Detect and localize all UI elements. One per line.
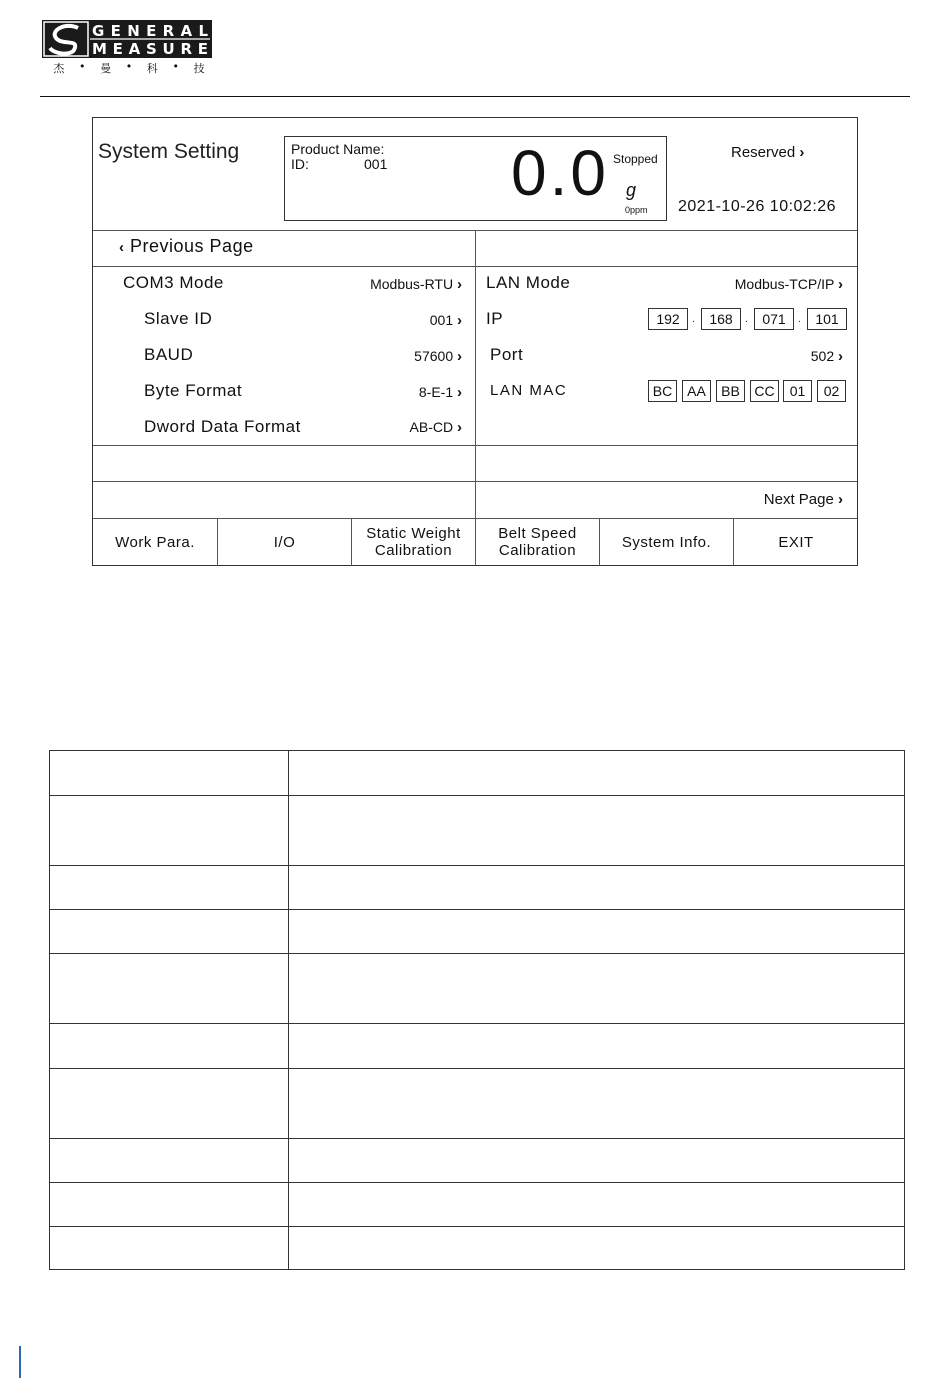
column-divider xyxy=(475,230,476,566)
chevron-right-icon: › xyxy=(838,276,843,293)
setting-label: IP xyxy=(486,309,504,328)
setting-label: Dword Data Format xyxy=(144,417,301,436)
page-title: System Setting xyxy=(98,140,240,163)
previous-page-button[interactable] xyxy=(119,236,254,257)
chevron-right-icon: › xyxy=(457,384,462,401)
chevron-left-icon: ‹ xyxy=(119,239,125,256)
setting-label: Slave ID xyxy=(144,309,213,328)
mac-byte-field: 01 xyxy=(783,380,812,402)
table-row xyxy=(50,909,904,910)
system-setting-screen xyxy=(92,117,858,566)
general-measure-logo-icon xyxy=(42,20,212,58)
setting-value: Modbus-RTU › xyxy=(370,276,462,293)
ip-octet-input[interactable]: 192 xyxy=(648,308,688,330)
chevron-right-icon: › xyxy=(838,348,843,365)
setting-label: LAN MAC xyxy=(490,382,568,399)
chevron-right-icon: › xyxy=(457,312,462,329)
mac-byte-field: AA xyxy=(682,380,711,402)
chevron-right-icon: › xyxy=(457,348,462,365)
weight-unit: g xyxy=(626,180,637,200)
setting-value: 57600 › xyxy=(414,348,462,365)
ppm-readout: 0ppm xyxy=(625,205,648,215)
nav-button-system-info[interactable]: System Info. xyxy=(621,533,712,551)
header-divider xyxy=(40,96,910,97)
chevron-right-icon: › xyxy=(838,491,843,508)
page-margin-marker xyxy=(19,1346,21,1378)
table-row xyxy=(50,1182,904,1183)
table-row xyxy=(50,953,904,954)
ip-separator: . xyxy=(745,314,748,325)
datetime-display: 2021-10-26 10:02:26 xyxy=(678,198,837,215)
nav-button-static-weight-calibration[interactable]: Static Weight Calibration xyxy=(366,525,461,559)
setting-value: 502 › xyxy=(810,348,843,365)
setting-label: LAN Mode xyxy=(486,273,571,292)
nav-button-work-para[interactable]: Work Para. xyxy=(115,533,195,551)
ip-octet-input[interactable]: 168 xyxy=(701,308,741,330)
table-row xyxy=(50,1138,904,1139)
logo-dot: • xyxy=(125,60,133,73)
mac-byte-field: BB xyxy=(716,380,745,402)
reserved-button[interactable] xyxy=(731,144,804,161)
logo-char: 杰 xyxy=(53,62,65,75)
ip-octet-input[interactable]: 071 xyxy=(754,308,794,330)
setting-value: Modbus-TCP/IP › xyxy=(734,276,843,293)
chevron-right-icon: › xyxy=(457,276,462,293)
nav-button-exit[interactable]: EXIT xyxy=(778,533,814,551)
setting-label: BAUD xyxy=(144,345,194,364)
previous-page-label: Previous Page xyxy=(130,236,254,256)
logo-line2: MEASURE xyxy=(92,40,208,58)
table-row xyxy=(50,795,904,796)
chevron-right-icon: › xyxy=(799,144,805,161)
reserved-label: Reserved xyxy=(731,144,796,161)
mac-byte-field: BC xyxy=(648,380,677,402)
parameter-table xyxy=(49,750,905,1270)
nav-button-belt-speed-calibration[interactable]: Belt Speed Calibration xyxy=(498,525,577,559)
logo-char: 科 xyxy=(146,62,158,75)
table-row xyxy=(50,1023,904,1024)
setting-value: 001 › xyxy=(429,312,462,329)
ip-octet-input[interactable]: 101 xyxy=(807,308,847,330)
weight-display-panel xyxy=(284,136,667,221)
status-badge: Stopped xyxy=(613,152,658,166)
logo-line1: GENERAL xyxy=(92,22,208,40)
table-row xyxy=(50,1226,904,1227)
logo-dot: • xyxy=(172,60,180,73)
nav-button-io[interactable]: I/O xyxy=(273,533,296,551)
setting-value: 8-E-1 › xyxy=(418,384,462,401)
setting-label: COM3 Mode xyxy=(123,273,224,292)
mac-byte-field: CC xyxy=(750,380,779,402)
ip-separator: . xyxy=(692,314,695,325)
table-row xyxy=(50,865,904,866)
table-column-divider xyxy=(288,751,289,1269)
ip-separator: . xyxy=(798,314,801,325)
id-label: ID: xyxy=(291,156,309,172)
id-value: 001 xyxy=(364,156,388,172)
company-logo xyxy=(42,20,212,78)
logo-dot: • xyxy=(78,60,86,73)
table-row xyxy=(50,1068,904,1069)
product-name-label: Product Name: xyxy=(291,141,385,157)
next-page-label: Next Page xyxy=(763,491,834,508)
logo-char: 技 xyxy=(193,62,205,75)
logo-char: 曼 xyxy=(100,62,112,75)
next-page-button[interactable] xyxy=(764,491,843,508)
setting-value: AB-CD › xyxy=(409,419,462,436)
setting-label: Byte Format xyxy=(144,381,243,400)
setting-label: Port xyxy=(490,345,524,364)
weight-value: 0.0 xyxy=(511,137,609,209)
logo-chinese-caption xyxy=(42,60,212,76)
mac-byte-field: 02 xyxy=(817,380,846,402)
chevron-right-icon: › xyxy=(457,419,462,436)
